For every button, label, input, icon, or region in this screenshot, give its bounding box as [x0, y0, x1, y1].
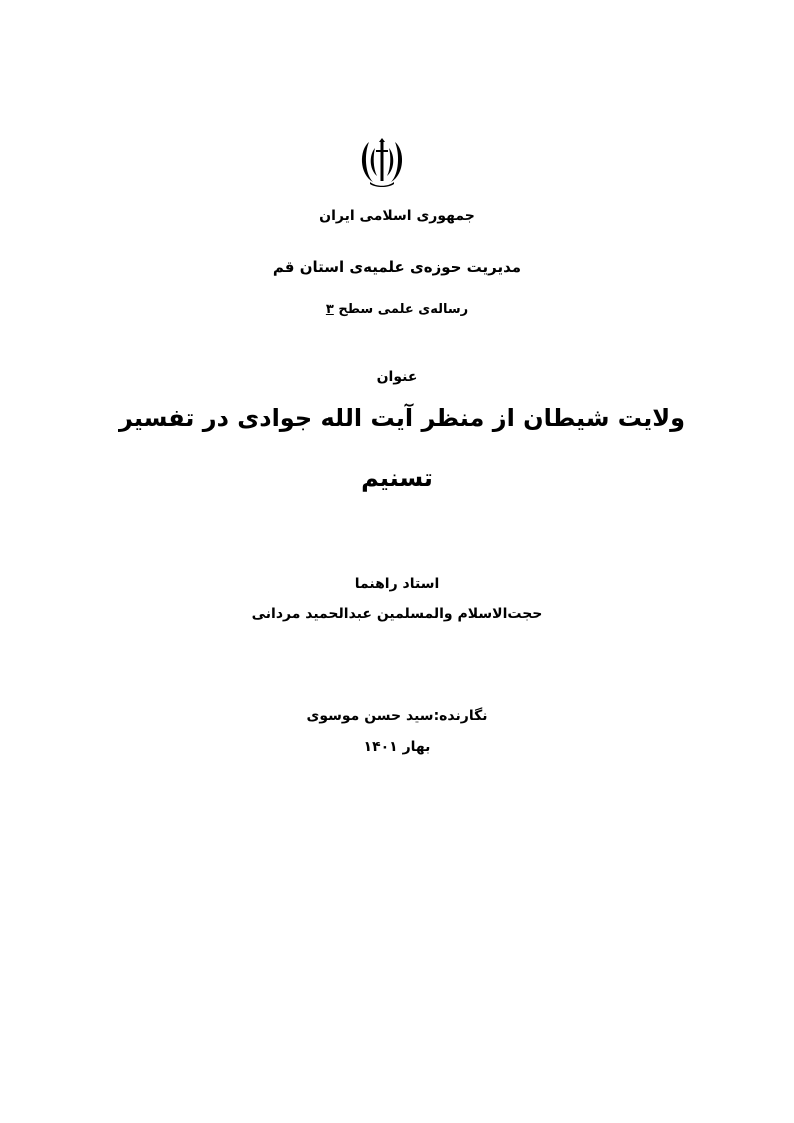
advisor-label: استاد راهنما — [354, 576, 440, 592]
thesis-level: ۳ — [325, 302, 334, 317]
iran-emblem-icon — [356, 138, 408, 188]
country-name: جمهوری اسلامی ایران — [319, 208, 475, 224]
author-line: نگارنده:سید حسن موسوی — [306, 708, 488, 724]
thesis-prefix: رساله‌ی علمی سطح — [333, 302, 469, 317]
advisor-name: حجت‌الاسلام والمسلمین عبدالحمید مردانی — [251, 606, 543, 622]
thesis-title-line-2: تسنیم — [361, 464, 433, 492]
date-line: بهار ۱۴۰۱ — [363, 739, 431, 755]
title-label: عنوان — [376, 369, 418, 385]
thesis-type — [0, 302, 794, 317]
organization-name: مدیریت حوزه‌ی علمیه‌ی استان قم — [272, 258, 522, 276]
thesis-title-line-1: ولایت شیطان از منظر آیت الله جوادی در تفسیر — [118, 404, 685, 432]
